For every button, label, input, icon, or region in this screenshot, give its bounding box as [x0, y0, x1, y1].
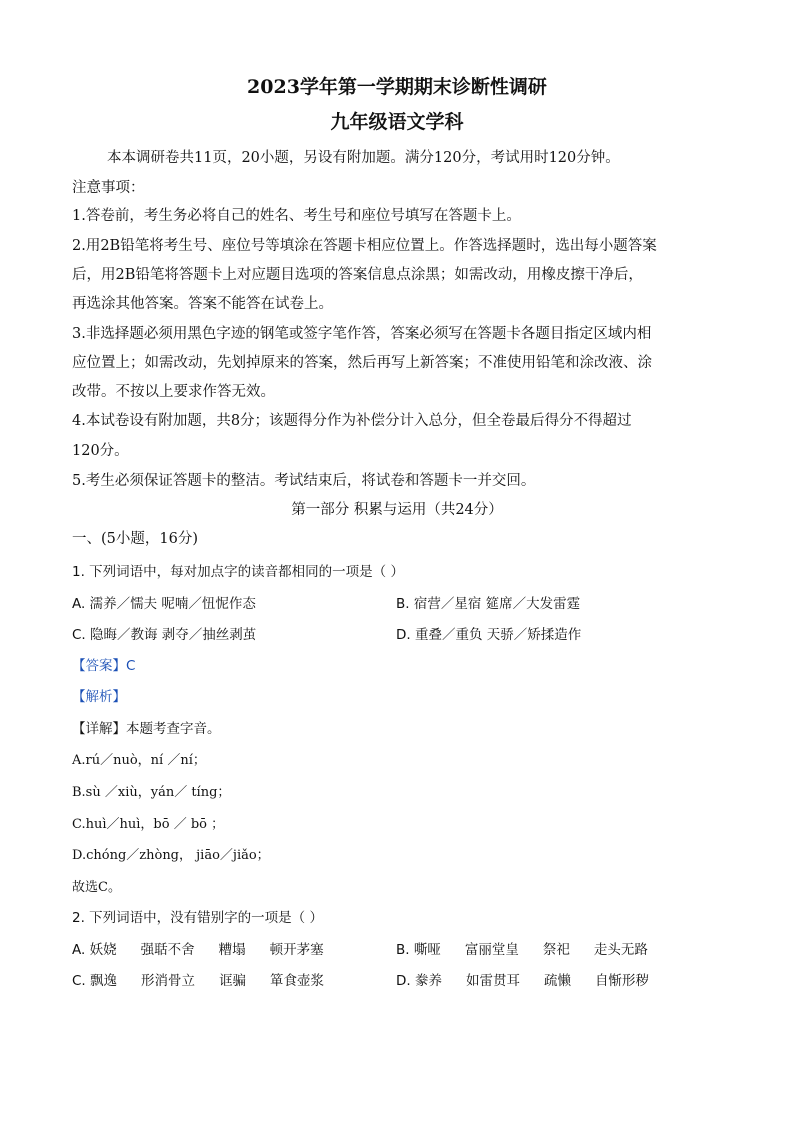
note-line: 1.答卷前，考生务必将自己的姓名、考生号和座位号填写在答题卡上。: [72, 208, 521, 224]
note-line: 2.用2B铅笔将考生号、座位号等填涂在答题卡相应位置上。作答选择题时，选出每小题答案: [72, 238, 657, 254]
note-line: 4.本试卷设有附加题，共8分；该题得分作为补偿分计入总分，但全卷最后得分不得超过: [72, 413, 632, 429]
note-line: 应位置上；如需改动，先划掉原来的答案，然后再写上新答案；不准使用铅笔和涂改液、涂: [72, 355, 652, 371]
answer-label: 【答案】C: [72, 658, 136, 674]
intro-text: 本本调研卷共11页，20小题，另设有附加题。满分120分，考试用时120分钟。: [107, 150, 620, 166]
q2-word: 顿开茅塞: [269, 942, 324, 958]
q2-word: 疏懒: [543, 973, 571, 989]
q2-word: B. 嘶哑: [396, 942, 441, 958]
q2-word: 糟塌: [218, 942, 246, 958]
q2-word: 强聒不舍: [140, 942, 195, 958]
q1-option-c: C. 隐晦／教诲 剥夺／抽丝剥茧: [72, 627, 257, 643]
q2-word: 箪食壶浆: [270, 973, 325, 989]
question-2-stem: 2. 下列词语中，没有错别字的一项是（ ）: [72, 910, 323, 926]
part-title: 第一部分 积累与运用（共24分）: [291, 502, 503, 518]
q2-word: C. 飘逸: [72, 973, 118, 989]
note-line: 120分。: [72, 443, 129, 459]
note-line: 5.考生必须保证答题卡的整洁。考试结束后，将试卷和答题卡一并交回。: [72, 473, 536, 489]
q2-option-c: [72, 969, 348, 989]
q2-word: 如雷贯耳: [465, 973, 520, 989]
q1-option-b: B. 宿营／星宿 筵席／大发雷霆: [396, 596, 581, 612]
q2-option-d: [396, 969, 673, 989]
q1-option-d: D. 重叠／重负 天骄／矫揉造作: [396, 627, 582, 643]
pinyin-line: A.rú／nuò，ní ／ní；: [72, 753, 206, 768]
q2-word: 祭祀: [542, 942, 570, 958]
question-1-stem: 1. 下列词语中，每对加点字的读音都相同的一项是（ ）: [72, 564, 404, 580]
q2-word: D. 豢养: [396, 973, 442, 989]
note-line: 再选涂其他答案。答案不能答在试卷上。: [72, 296, 333, 312]
pinyin-line: D.chóng／zhòng， jiāo／jiǎo；: [72, 848, 270, 863]
exam-title: 2023学年第一学期期末诊断性调研: [247, 76, 547, 98]
exam-subtitle: 九年级语文学科: [330, 111, 464, 133]
q2-option-a: [72, 938, 348, 958]
q2-word: 形消骨立: [141, 973, 196, 989]
notes-heading: 注意事项：: [72, 180, 145, 196]
note-line: 改带。不按以上要求作答无效。: [72, 384, 275, 400]
q2-option-b: [396, 938, 672, 958]
analysis-label: 【解析】: [72, 689, 126, 705]
note-line: 后，用2B铅笔将答题卡上对应题目选项的答案信息点涂黑；如需改动，用橡皮擦干净后，: [72, 267, 643, 283]
q2-word: 富丽堂皇: [464, 942, 519, 958]
q2-word: 走头无路: [593, 942, 648, 958]
q2-word: 诓骗: [219, 973, 247, 989]
detail-text: 【详解】本题考查字音。: [72, 721, 221, 737]
pinyin-line: C.huì／huì，bō ／ bō ；: [72, 817, 225, 832]
conclusion-line: 故选C。: [72, 880, 121, 895]
q2-word: A. 妖娆: [72, 942, 117, 958]
section-title: 一、(5小题，16分): [72, 531, 198, 547]
pinyin-line: B.sù ／xiù，yán／ tíng；: [72, 785, 231, 800]
note-line: 3.非选择题必须用黑色字迹的钢笔或签字笔作答，答案必须写在答题卡各题目指定区域内相: [72, 326, 652, 342]
q2-word: 自惭形秽: [594, 973, 649, 989]
q1-option-a: A. 濡养／懦夫 呢喃／忸怩作态: [72, 596, 256, 612]
